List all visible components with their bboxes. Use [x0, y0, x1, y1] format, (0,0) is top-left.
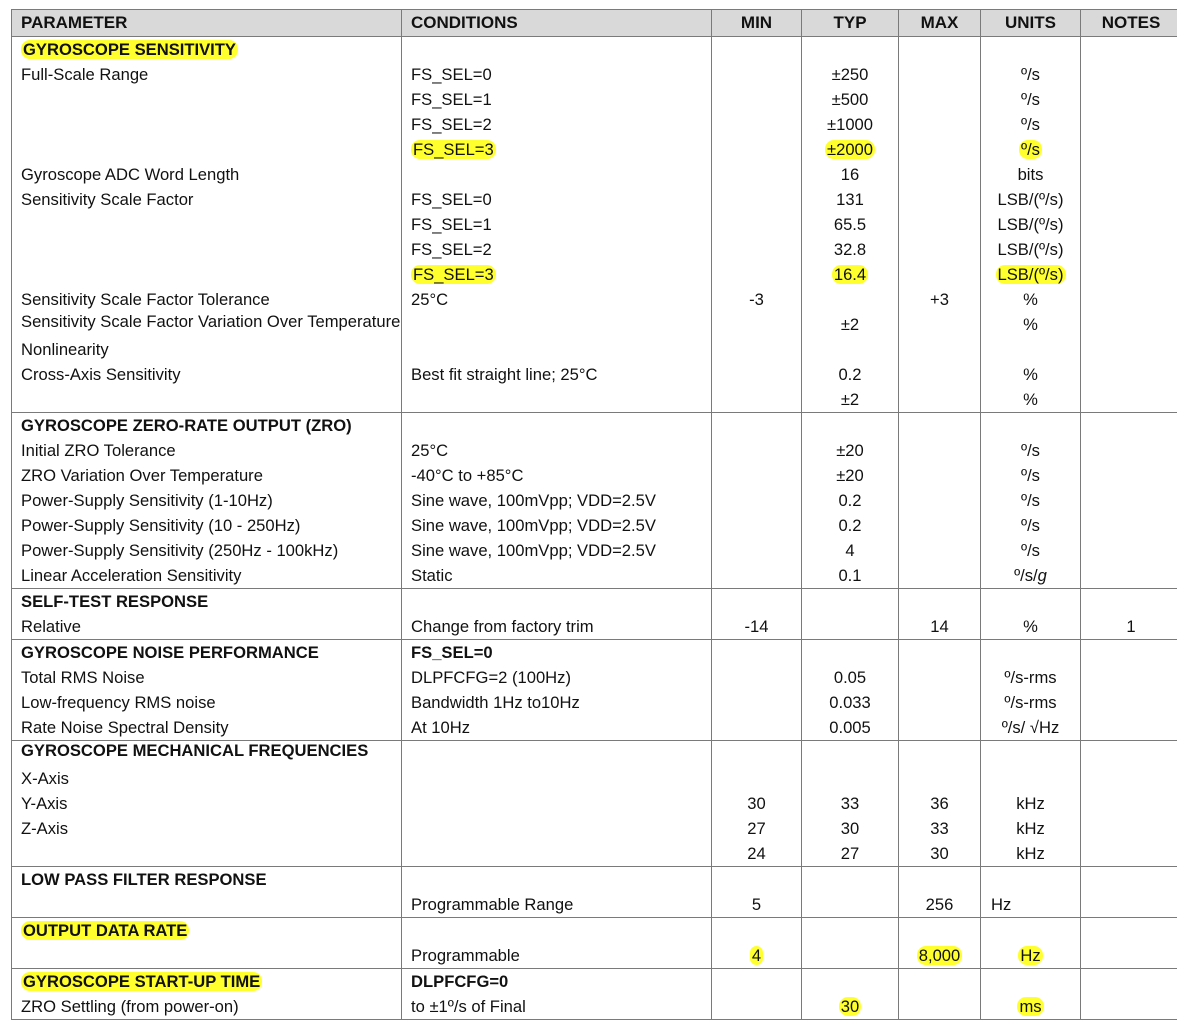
header-conditions: CONDITIONS	[402, 10, 712, 37]
value-typ: 0.2	[838, 365, 862, 384]
value-param: Relative	[21, 617, 81, 636]
value-param: Nonlinearity	[21, 340, 109, 359]
value-units: %	[1023, 390, 1038, 409]
value-typ: ±500	[831, 90, 869, 109]
value-units: º/s	[1021, 441, 1040, 460]
header-min: MIN	[712, 10, 802, 37]
cell-min	[712, 867, 802, 918]
cell-min	[712, 969, 802, 1020]
value-min: 27	[747, 819, 766, 838]
cell-units	[981, 640, 1081, 741]
value-typ: 0.033	[829, 693, 871, 712]
value-max: 8,000	[918, 946, 961, 965]
value-cond: Sine wave, 100mVpp; VDD=2.5V	[411, 491, 656, 510]
value-cond: At 10Hz	[411, 718, 471, 737]
cell-min	[712, 918, 802, 969]
value-min: 5	[751, 895, 762, 914]
cell-notes	[1081, 589, 1177, 640]
section-title: LOW PASS FILTER RESPONSE	[21, 870, 267, 889]
section-condition: DLPFCFG=0	[411, 972, 509, 991]
value-typ: 16.4	[833, 265, 867, 284]
section-title: SELF-TEST RESPONSE	[21, 592, 209, 611]
cell-cond	[402, 867, 712, 918]
value-param: Full-Scale Range	[21, 65, 149, 84]
value-cond: DLPFCFG=2 (100Hz)	[411, 668, 571, 687]
cell-units	[981, 867, 1081, 918]
value-cond: to ±1º/s of Final	[411, 997, 526, 1016]
cell-max	[899, 413, 981, 589]
cell-max	[899, 969, 981, 1020]
section-title: GYROSCOPE SENSITIVITY	[23, 40, 236, 59]
value-param: Z-Axis	[21, 819, 69, 838]
value-param: Gyroscope ADC Word Length	[21, 165, 240, 184]
value-typ: 16	[840, 165, 860, 184]
table-row	[12, 37, 1177, 413]
section-title: OUTPUT DATA RATE	[23, 921, 188, 940]
value-notes: 1	[1126, 617, 1136, 636]
value-cond: FS_SEL=3	[413, 140, 494, 159]
value-units: º/s	[1021, 90, 1040, 109]
value-cond: FS_SEL=2	[411, 240, 492, 259]
cell-units	[981, 413, 1081, 589]
value-cond: FS_SEL=1	[411, 215, 492, 234]
value-min: 4	[751, 946, 762, 965]
cell-notes	[1081, 918, 1177, 969]
value-typ: ±2000	[826, 140, 874, 159]
cell-typ	[802, 37, 899, 413]
section-title: GYROSCOPE NOISE PERFORMANCE	[21, 643, 319, 662]
cell-cond	[402, 37, 712, 413]
cell-units	[981, 37, 1081, 413]
section-title: GYROSCOPE MECHANICAL FREQUENCIES	[21, 741, 369, 760]
cell-min	[712, 640, 802, 741]
value-cond: 25°C	[411, 290, 449, 309]
header-notes: NOTES	[1081, 10, 1177, 37]
value-units: º/s	[1021, 466, 1040, 485]
value-param: Linear Acceleration Sensitivity	[21, 566, 242, 585]
cell-max	[899, 741, 981, 867]
value-min: -3	[749, 290, 764, 309]
value-units: LSB/(º/s)	[997, 240, 1064, 259]
value-units: º/s	[1021, 140, 1040, 159]
value-typ: 33	[840, 794, 860, 813]
value-typ: ±2	[840, 390, 860, 409]
cell-notes	[1081, 640, 1177, 741]
cell-max	[899, 37, 981, 413]
cell-units	[981, 918, 1081, 969]
cell-param	[12, 969, 402, 1020]
cell-cond	[402, 741, 712, 867]
cell-notes	[1081, 37, 1177, 413]
value-max: 33	[930, 819, 949, 838]
value-units: º/s-rms	[1004, 693, 1057, 712]
value-cond: Best fit straight line; 25°C	[411, 365, 598, 384]
section-gyroscope-sensitivity	[12, 37, 1177, 413]
cell-min	[712, 37, 802, 413]
cell-notes	[1081, 969, 1177, 1020]
value-units: º/s	[1021, 115, 1040, 134]
value-units: LSB/(º/s)	[997, 190, 1064, 209]
cell-param	[12, 37, 402, 413]
value-param: Sensitivity Scale Factor	[21, 190, 194, 209]
value-cond: FS_SEL=3	[413, 265, 494, 284]
value-units: º/s/ √Hz	[1001, 718, 1060, 737]
value-max: +3	[930, 290, 949, 309]
gyroscope-spec-table	[11, 9, 1177, 1020]
header-units: UNITS	[981, 10, 1081, 37]
cell-max	[899, 867, 981, 918]
section-output-data-rate	[12, 918, 1177, 969]
value-cond: Static	[411, 566, 453, 585]
value-units: º/s	[1021, 491, 1040, 510]
cell-typ	[802, 867, 899, 918]
value-typ: ±20	[836, 441, 864, 460]
section-condition: FS_SEL=0	[411, 643, 493, 662]
header-typ: TYP	[802, 10, 899, 37]
table-row	[12, 640, 1177, 741]
value-typ: 4	[845, 541, 855, 560]
header-max: MAX	[899, 10, 981, 37]
cell-min	[712, 413, 802, 589]
header-parameter: PARAMETER	[12, 10, 402, 37]
value-units: Hz	[991, 895, 1012, 914]
table-row	[12, 589, 1177, 640]
value-units: º/s	[1021, 541, 1040, 560]
value-typ: 0.1	[838, 566, 862, 585]
cell-cond	[402, 969, 712, 1020]
cell-typ	[802, 741, 899, 867]
section-gyroscope-start-up-time	[12, 969, 1177, 1020]
value-units: Hz	[1020, 946, 1041, 965]
value-param: Power-Supply Sensitivity (10 - 250Hz)	[21, 516, 301, 535]
cell-cond	[402, 589, 712, 640]
header-row	[12, 10, 1177, 37]
value-typ: 65.5	[833, 215, 867, 234]
value-cond: FS_SEL=0	[411, 190, 492, 209]
value-min: 30	[747, 794, 766, 813]
value-units: º/s	[1021, 65, 1040, 84]
table-row	[12, 918, 1177, 969]
value-cond: Programmable Range	[411, 895, 574, 914]
value-typ: 131	[836, 190, 864, 209]
value-max: 14	[930, 617, 949, 636]
value-max: 30	[930, 844, 949, 863]
value-units: kHz	[1016, 819, 1045, 838]
cell-typ	[802, 413, 899, 589]
cell-param	[12, 741, 402, 867]
value-typ: 0.005	[829, 718, 871, 737]
value-max: 36	[930, 794, 949, 813]
section-low-pass-filter-response	[12, 867, 1177, 918]
value-typ: 0.05	[833, 668, 867, 687]
table-row	[12, 741, 1177, 867]
value-units: %	[1023, 315, 1038, 334]
section-self-test-response	[12, 589, 1177, 640]
section-gyroscope-zero-rate-output-zro	[12, 413, 1177, 589]
value-typ: 0.2	[838, 516, 862, 535]
cell-units	[981, 589, 1081, 640]
cell-max	[899, 589, 981, 640]
cell-notes	[1081, 741, 1177, 867]
value-cond: Sine wave, 100mVpp; VDD=2.5V	[411, 541, 656, 560]
cell-notes	[1081, 867, 1177, 918]
value-param: Sensitivity Scale Factor Tolerance	[21, 290, 270, 309]
value-max: 256	[925, 895, 954, 914]
table-row	[12, 867, 1177, 918]
value-min: 24	[747, 844, 766, 863]
value-cond: -40°C to +85°C	[411, 466, 524, 485]
value-typ: ±2	[840, 315, 860, 334]
value-units: LSB/(º/s)	[997, 265, 1064, 284]
value-units: kHz	[1016, 794, 1045, 813]
value-units: ms	[1019, 997, 1042, 1016]
cell-cond	[402, 640, 712, 741]
value-units: %	[1023, 365, 1038, 384]
value-typ: ±20	[836, 466, 864, 485]
value-typ: 0.2	[838, 491, 862, 510]
value-cond: Change from factory trim	[411, 617, 594, 636]
section-title: GYROSCOPE START-UP TIME	[23, 972, 261, 991]
value-param: Power-Supply Sensitivity (250Hz - 100kHz)	[21, 541, 339, 560]
cell-notes	[1081, 413, 1177, 589]
value-param: Initial ZRO Tolerance	[21, 441, 176, 460]
value-cond: Sine wave, 100mVpp; VDD=2.5V	[411, 516, 656, 535]
value-units: %	[1023, 290, 1038, 309]
value-units: º/s/g	[1014, 566, 1047, 585]
value-cond: FS_SEL=1	[411, 90, 492, 109]
section-title: GYROSCOPE ZERO-RATE OUTPUT (ZRO)	[21, 416, 352, 435]
value-param: Power-Supply Sensitivity (1-10Hz)	[21, 491, 273, 510]
value-units: kHz	[1016, 844, 1045, 863]
value-param: Y-Axis	[21, 794, 68, 813]
cell-max	[899, 640, 981, 741]
value-cond: FS_SEL=0	[411, 65, 492, 84]
value-cond: FS_SEL=2	[411, 115, 492, 134]
cell-units	[981, 741, 1081, 867]
cell-param	[12, 640, 402, 741]
table-row	[12, 969, 1177, 1020]
cell-typ	[802, 918, 899, 969]
cell-typ	[802, 640, 899, 741]
value-units: %	[1023, 617, 1038, 636]
cell-param	[12, 589, 402, 640]
section-gyroscope-noise-performance	[12, 640, 1177, 741]
value-typ: ±250	[831, 65, 869, 84]
cell-typ	[802, 589, 899, 640]
value-units: LSB/(º/s)	[997, 215, 1064, 234]
value-param: ZRO Variation Over Temperature	[21, 466, 263, 485]
value-cond: 25°C	[411, 441, 449, 460]
value-typ: 30	[840, 819, 860, 838]
value-units: bits	[1017, 165, 1044, 184]
value-units: º/s-rms	[1004, 668, 1057, 687]
value-typ: 27	[840, 844, 860, 863]
cell-param	[12, 867, 402, 918]
value-min: -14	[744, 617, 769, 636]
value-cond: Bandwidth 1Hz to10Hz	[411, 693, 580, 712]
section-gyroscope-mechanical-frequencies	[12, 741, 1177, 867]
value-param: Low-frequency RMS noise	[21, 693, 216, 712]
cell-cond	[402, 918, 712, 969]
value-typ: 32.8	[833, 240, 867, 259]
value-cond: Programmable	[411, 946, 520, 965]
cell-min	[712, 741, 802, 867]
cell-typ	[802, 969, 899, 1020]
value-param: Rate Noise Spectral Density	[21, 718, 229, 737]
value-typ: ±1000	[826, 115, 874, 134]
cell-param	[12, 413, 402, 589]
cell-units	[981, 969, 1081, 1020]
value-param: Cross-Axis Sensitivity	[21, 365, 181, 384]
cell-min	[712, 589, 802, 640]
value-param: ZRO Settling (from power-on)	[21, 997, 239, 1016]
value-param: X-Axis	[21, 769, 69, 788]
table-row	[12, 413, 1177, 589]
cell-param	[12, 918, 402, 969]
value-units: º/s	[1021, 516, 1040, 535]
cell-cond	[402, 413, 712, 589]
value-typ: 30	[840, 997, 860, 1016]
value-param: Sensitivity Scale Factor Variation Over Temperature	[21, 312, 401, 331]
cell-max	[899, 918, 981, 969]
value-param: Total RMS Noise	[21, 668, 145, 687]
